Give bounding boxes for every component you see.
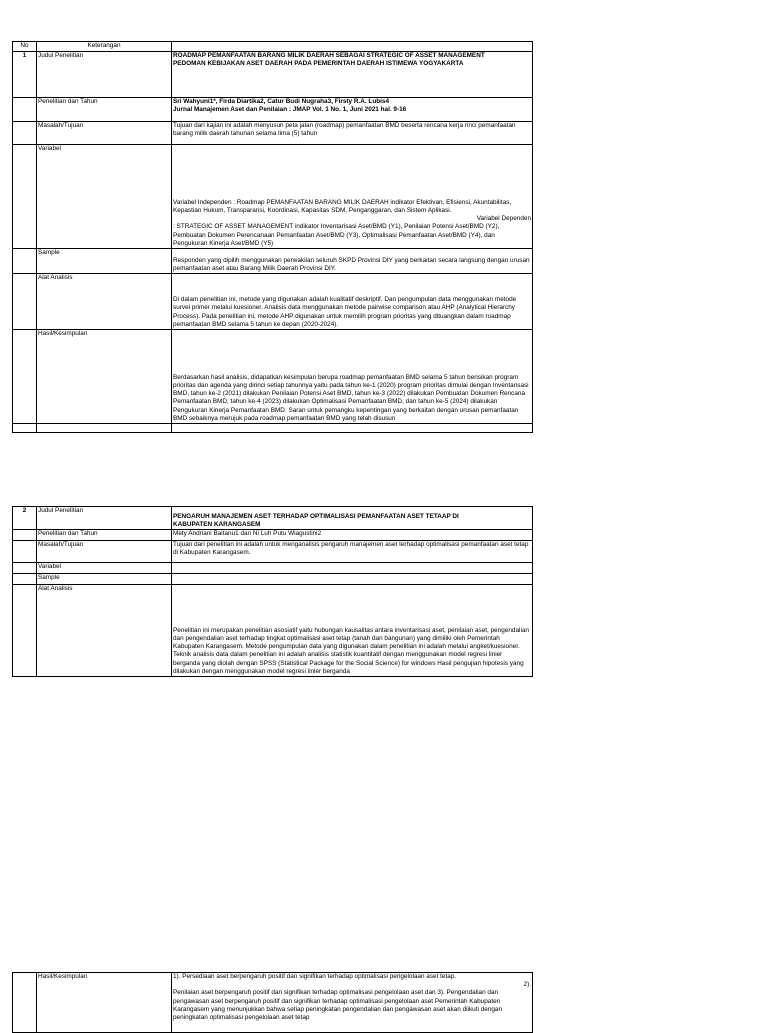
row-variabel (13, 563, 533, 574)
research-table-2 (12, 506, 533, 677)
label-sample: Sample (37, 574, 172, 585)
label-masalah: Masalah/Tujuan (37, 541, 172, 563)
judul-value (172, 507, 533, 530)
label-hasil: Hasil/Kesimpulan (37, 330, 172, 424)
judul-line-2: KABUPATEN KARANGASEM (173, 520, 261, 528)
row-penelitian (13, 98, 533, 122)
variabel-dependen: : STRATEGIC OF ASSET MANAGEMENT indikator Inventarisasi Aset/BMD (Y1), Penilaian Potensi Aset/BMD (Y2), Pembuatan Dokumen Perencanaan Pemanfaatan Aset/BMD (Y3), Optimalisasi Pemanfaatan Aset/BMD (Y4), dan Pengukuran Kinerja Aset/BMD (Y5) (173, 223, 500, 247)
row-penelitian (13, 530, 533, 541)
variabel-value (172, 145, 533, 249)
judul-line-1: ROADMAP PEMANFAATAN BARANG MILIK DAERAH SEBAGAI STRATEGIC OF ASSET MANAGEMENT (173, 52, 485, 59)
hasil-point-1: 1). Persediaan aset berpengaruh positif dan signifikan terhadap optimalisasi pengelolaan aset tetap. (173, 973, 457, 980)
label-penelitian: Penelitian dan Tahun (37, 98, 172, 122)
label-masalah: Masalah/Tujuan (37, 122, 172, 145)
research-table-1 (12, 41, 533, 433)
row-empty (13, 424, 533, 433)
row-hasil (13, 330, 533, 424)
label-alat: Alat Analisis (37, 585, 172, 677)
header-keterangan: Keterangan (37, 42, 172, 52)
penulis: Sri Wahyuni1*, Firda Diartika2, Catur Budi Nugraha3, Firsty R.A. Lubis4 (173, 98, 390, 105)
penelitian-value: Mety Andriani Baitanu1 dan Ni Luh Putu Wiagustini2 (172, 530, 533, 541)
row-judul (13, 52, 533, 98)
label-alat: Alat Analisis (37, 274, 172, 330)
row-sample (13, 574, 533, 585)
alat-value: Penelitian ini merupakan penelitian asosiatif yaitu hubungan kausalitas antara inventarisasi aset, penilaian aset, pengendalian dan pengendalian aset terhadap tingkat optimalisasi aset tetap (tanah dan bangunan) yang dimiliki oleh Pemerintah Kabupaten Karangasem. Metode pengumpulan data yang digunakan dalam penelitian ini adalah melalui angket/kuesioner. Teknik analisis data dalam penelitian ini adalah analisis statistik kuantitatif dengan menggunakan model regresi linier berganda yang diolah dengan SPSS (Statistical Package for the Social Science) for windows Hasil pengujian hipotesis yang dilakukan dengan menggunakan model regresi linier berganda (172, 585, 533, 677)
row-masalah (13, 122, 533, 145)
hasil-point-2-3: Penilaian aset berpengaruh positif dan signifikan terhadap optimalisasi pengelolaan aset dan 3). Pengendalian dan pengawasan aset berpengaruh positif dan signifikan terhadap optimalisasi pengelolaan aset Pemerintah Kabupaten Karangasem yang menunjukkan bahwa setiap peningkatan pengendalian dan pengawasan aset akan diikuti dengan peningkatan optimalisasi pengelolaan aset tetap (173, 989, 503, 1021)
jurnal: Jurnal Manajemen Aset dan Penilaian : JMAP Vol. 1 No. 1, Juni 2021 hal. 9-16 (173, 106, 407, 114)
label-hasil: Hasil/Kesimpulan (37, 973, 172, 1033)
variabel-independen: Variabel Independen : Roadmap PEMANFAATAN BARANG MILIK DAERAH indikator Efektivan, Efisiensi, Akuntabilitas, Kepastian Hukum, Transparansi, Koordinasi, Kapasitas SDM, Penganggaran, dan Sistem Aplikasi. (173, 198, 512, 215)
row-judul (13, 507, 533, 530)
alat-value: Di dalam penelitian ini, metode yang digunakan adalah kualitatif deskriptif. Dan pengumpulan data menggunakan metode survei primer melalui kuesioner. Analisis data menggunakan metode pairwise comparison atau AHP (Analytical Hierarchy Process). Pada penelitian ini, metode AHP digunakan untuk memilih program prioritas yang dituangkan dalam roadmap pemanfaatan BMD selama 5 tahun ke depan (2020-2024). (172, 274, 533, 330)
hasil-value: Berdasarkan hasil analisis, didapatkan kesimpulan berupa roadmap pemanfaatan BMD selama 5 tahun berisikan program prioritas dan agenda yang dirinci setiap tahunnya yaitu pada tahun ke-1 (2020) program prioritas dimulai dengan Inventarisasi BMD, tahun ke-2 (2021) dilakukan Penilaian Potensi Aset BMD, tahun ke-3 (2022) dilakukan Pembuatan Dokumen Rencana Pemanfaatan BMD, tahun ke-4 (2023) dilakukan Optimalisasi Pemanfaatan BMD, dan tahun ke-5 (2024) dilakukan Pengukuran Kinerja Pemanfaatan BMD. Saran untuk pemangku kepentingan yang berkaitan dengan urusan pemanfaatan BMD sebaiknya merujuk pada roadmap pemanfaatan BMD yang telah disusun (172, 330, 533, 424)
label-sample: Sample (37, 249, 172, 274)
label-judul: Judul Penelitian (37, 52, 172, 98)
hasil-point-2-marker: 2). (523, 981, 531, 989)
penelitian-value (172, 98, 533, 122)
label-variabel: Variabel (37, 145, 172, 249)
label-penelitian: Penelitian dan Tahun (37, 530, 172, 541)
judul-line-1: PENGARUH MANAJEMEN ASET TERHADAP OPTIMALISASI PEMANFAATAN ASET TETAAP DI (173, 512, 459, 520)
masalah-value: Tujuan dari penelitian ini adalah untuk menganalisis pengaruh manajemen aset terhadap optimalisasi pemanfaatan aset tetap di Kabupaten Karangasem. (172, 541, 533, 563)
variabel-dependen-label: Variabel Dependen (476, 215, 531, 223)
row-alat (13, 274, 533, 330)
sample-value: Responden yang dipilih menggunakan perwakilan seluruh SKPD Provinsi DIY yang berkaitan secara langsung dengan urusan pemanfaatan aset atau Barang Milik Daerah Provinsi DIY. (172, 249, 533, 274)
header-no: No (13, 42, 37, 52)
row-alat (13, 585, 533, 677)
label-variabel: Variabel (37, 563, 172, 574)
judul-line-2: PEDOMAN KEBIJAKAN ASET DAERAH PADA PEMERINTAH DAERAH ISTIMEWA YOGYAKARTA (173, 60, 464, 68)
row-masalah (13, 541, 533, 563)
masalah-value: Tujuan dari kajian ini adalah menyusun peta jalan (roadmap) pemanfaatan BMD beserta rencana kerja rinci pemanfaatan barang milik daerah tahunan selama lima (5) tahun (172, 122, 533, 145)
header-row (13, 42, 533, 52)
entry-number: 2 (13, 507, 37, 530)
entry-number: 1 (13, 52, 37, 98)
row-variabel (13, 145, 533, 249)
row-sample (13, 249, 533, 274)
label-judul: Judul Penelitian (37, 507, 172, 530)
judul-value (172, 52, 533, 98)
